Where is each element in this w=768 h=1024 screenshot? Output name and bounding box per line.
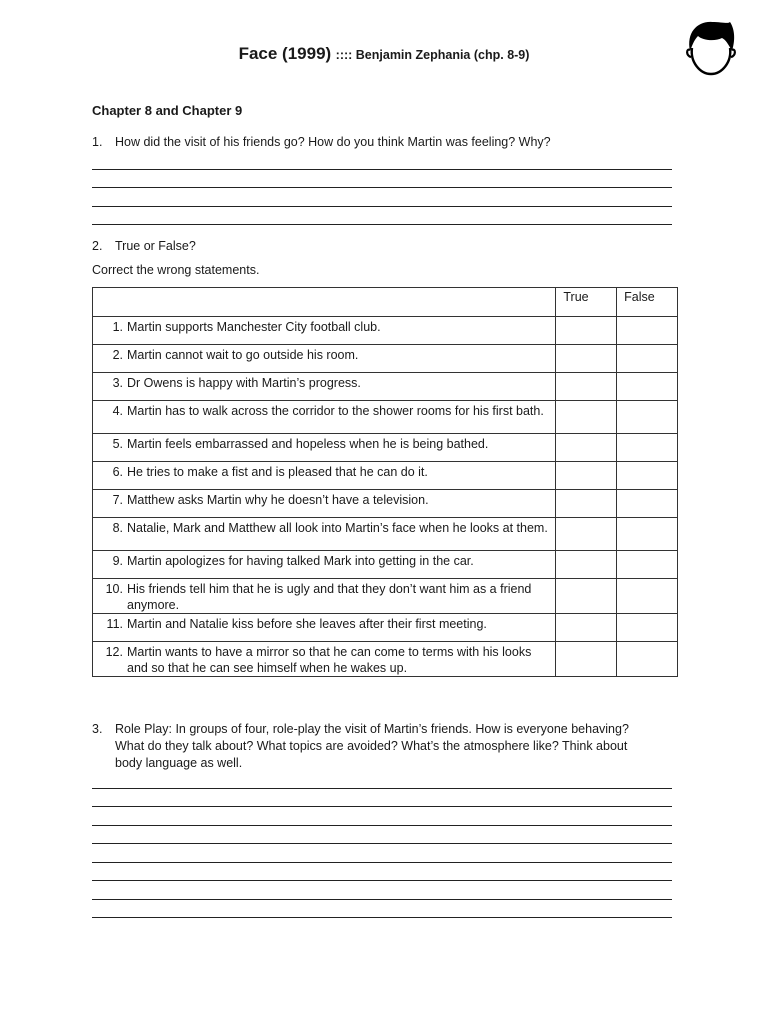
statement-cell: [93, 401, 556, 434]
false-answer-cell[interactable]: [617, 551, 678, 579]
question-2-instruction: Correct the wrong statements.: [92, 263, 260, 277]
true-answer-cell[interactable]: [556, 490, 617, 518]
statement-cell: [93, 490, 556, 518]
header-statement-cell: [93, 288, 556, 317]
true-false-table: [92, 287, 678, 677]
statement-text: He tries to make a fist and is pleased that he can do it.: [127, 465, 428, 479]
true-answer-cell[interactable]: [556, 518, 617, 551]
table-row: [93, 551, 678, 579]
boy-face-icon: [684, 18, 738, 78]
table-row: [93, 345, 678, 373]
statement-cell: [93, 518, 556, 551]
false-answer-cell[interactable]: [617, 490, 678, 518]
table-row: [93, 373, 678, 401]
true-answer-cell[interactable]: [556, 462, 617, 490]
statement-cell: [93, 579, 556, 614]
statement-text: Martin and Natalie kiss before she leaves after their first meeting.: [127, 617, 487, 631]
true-answer-cell[interactable]: [556, 373, 617, 401]
book-title: Face (1999): [238, 44, 332, 63]
answer-lines-3[interactable]: [92, 770, 672, 918]
answer-line[interactable]: [92, 770, 672, 789]
answer-line[interactable]: [92, 881, 672, 900]
true-answer-cell[interactable]: [556, 642, 617, 677]
question-2-text: True or False?: [115, 239, 196, 253]
false-answer-cell[interactable]: [617, 373, 678, 401]
statement-text: Martin cannot wait to go outside his room.: [127, 348, 359, 362]
table-header-row: [93, 288, 678, 317]
header-true-cell: [556, 288, 617, 317]
table-row: [93, 614, 678, 642]
statement-number: 8.: [112, 521, 123, 535]
statement-number: 11.: [106, 617, 123, 631]
answer-line[interactable]: [92, 844, 672, 863]
statement-text: Martin feels embarrassed and hopeless when he is being bathed.: [127, 437, 489, 451]
statement-cell: [93, 642, 556, 677]
question-3-number: 3.: [92, 722, 103, 736]
table-row: [93, 518, 678, 551]
statement-text: His friends tell him that he is ugly and that they don’t want him as a friend anymore.: [127, 582, 532, 612]
false-answer-cell[interactable]: [617, 345, 678, 373]
statement-text: Martin supports Manchester City football club.: [127, 320, 381, 334]
answer-line[interactable]: [92, 188, 672, 207]
answer-line[interactable]: [92, 900, 672, 919]
answer-lines-1[interactable]: [92, 151, 672, 225]
question-1-number: 1.: [92, 135, 103, 149]
answer-line[interactable]: [92, 807, 672, 826]
table-row: [93, 462, 678, 490]
statement-cell: [93, 317, 556, 345]
false-answer-cell[interactable]: [617, 401, 678, 434]
true-answer-cell[interactable]: [556, 551, 617, 579]
statement-text: Natalie, Mark and Matthew all look into Martin’s face when he looks at them.: [127, 521, 548, 535]
question-3-text: Role Play: In groups of four, role-play the visit of Martin’s friends. How is everyone behaving? What do they talk about? What topics are avoided? What’s the atmosphere like? Think about body language as well.: [115, 722, 629, 770]
statement-number: 5.: [112, 437, 123, 451]
header-false-cell: [617, 288, 678, 317]
answer-line[interactable]: [92, 207, 672, 226]
true-answer-cell[interactable]: [556, 401, 617, 434]
table-row: [93, 579, 678, 614]
false-answer-cell[interactable]: [617, 579, 678, 614]
false-answer-cell[interactable]: [617, 317, 678, 345]
true-answer-cell[interactable]: [556, 579, 617, 614]
answer-line[interactable]: [92, 826, 672, 845]
answer-line[interactable]: [92, 151, 672, 170]
question-1-text: How did the visit of his friends go? How do you think Martin was feeling? Why?: [115, 135, 551, 149]
false-answer-cell[interactable]: [617, 434, 678, 462]
statement-number: 6.: [112, 465, 123, 479]
table-row: [93, 642, 678, 677]
true-answer-cell[interactable]: [556, 345, 617, 373]
table-row: [93, 401, 678, 434]
answer-line[interactable]: [92, 789, 672, 808]
statement-number: 4.: [112, 404, 123, 418]
statement-cell: [93, 345, 556, 373]
statement-cell: [93, 614, 556, 642]
statement-cell: [93, 551, 556, 579]
chapter-heading: Chapter 8 and Chapter 9: [92, 103, 243, 118]
worksheet-title: [0, 44, 768, 64]
statement-text: Dr Owens is happy with Martin’s progress.: [127, 376, 361, 390]
statement-text: Martin wants to have a mirror so that he can come to terms with his looks and so that he can see himself when he wakes up.: [127, 645, 532, 675]
statement-number: 12.: [105, 645, 123, 659]
statement-number: 1.: [112, 320, 123, 334]
header-true-label: True: [563, 290, 589, 304]
false-answer-cell[interactable]: [617, 518, 678, 551]
question-2: [92, 239, 672, 253]
statement-text: Matthew asks Martin why he doesn’t have a television.: [127, 493, 429, 507]
statement-cell: [93, 434, 556, 462]
true-answer-cell[interactable]: [556, 614, 617, 642]
table-row: [93, 490, 678, 518]
question-3: [92, 721, 654, 772]
statement-cell: [93, 373, 556, 401]
true-answer-cell[interactable]: [556, 434, 617, 462]
statement-number: 2.: [112, 348, 123, 362]
table-row: [93, 434, 678, 462]
statement-number: 3.: [112, 376, 123, 390]
false-answer-cell[interactable]: [617, 614, 678, 642]
statement-number: 7.: [112, 493, 123, 507]
statement-cell: [93, 462, 556, 490]
statement-text: Martin apologizes for having talked Mark into getting in the car.: [127, 554, 474, 568]
question-2-number: 2.: [92, 239, 103, 253]
false-answer-cell[interactable]: [617, 462, 678, 490]
false-answer-cell[interactable]: [617, 642, 678, 677]
statement-number: 9.: [112, 554, 123, 568]
statement-text: Martin has to walk across the corridor to the shower rooms for his first bath.: [127, 404, 544, 418]
table-row: [93, 317, 678, 345]
true-answer-cell[interactable]: [556, 317, 617, 345]
answer-line[interactable]: [92, 863, 672, 882]
statement-number: 10.: [105, 582, 123, 596]
question-1: [92, 135, 672, 149]
answer-line[interactable]: [92, 170, 672, 189]
header-false-label: False: [624, 290, 655, 304]
book-subtitle: :::: Benjamin Zephania (chp. 8-9): [335, 48, 530, 62]
